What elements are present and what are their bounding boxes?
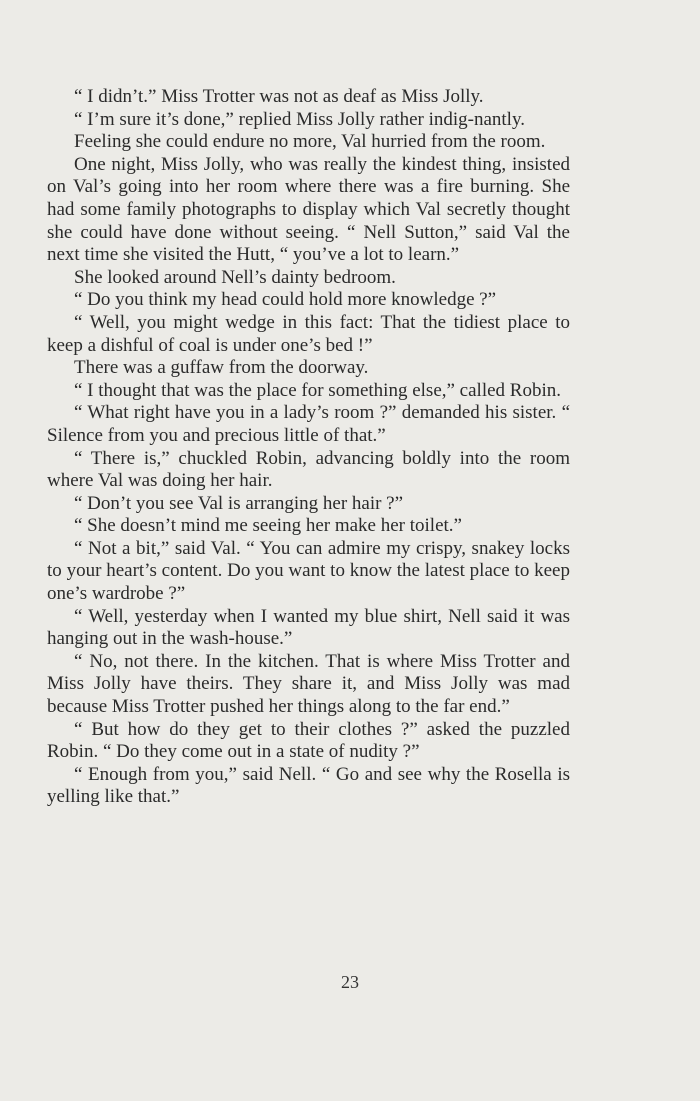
body-text xyxy=(47,86,570,809)
paragraph-6: “ Do you think my head could hold more knowledge ?” xyxy=(74,289,497,311)
paragraph-14: “ Not a bit,” said Val. “ You can admire my crispy, snakey locks to your heart’s content. Do you want to know the latest place to keep one’s wardrobe ?” xyxy=(47,537,570,605)
paragraph-13: “ She doesn’t mind me seeing her make her toilet.” xyxy=(74,515,462,537)
paragraph-7: “ Well, you might wedge in this fact: That the tidiest place to keep a dishful of coal is under one’s bed !” xyxy=(47,311,570,356)
paragraph-5: She looked around Nell’s dainty bedroom. xyxy=(74,266,396,288)
paragraph-17: “ But how do they get to their clothes ?” asked the puzzled Robin. “ Do they come out in a state of nudity ?” xyxy=(47,718,570,763)
page-number: 23 xyxy=(341,972,359,992)
paragraph-1: “ I didn’t.” Miss Trotter was not as deaf as Miss Jolly. xyxy=(74,86,484,107)
paragraph-3: Feeling she could endure no more, Val hurried from the room. xyxy=(74,131,546,153)
paragraph-12: “ Don’t you see Val is arranging her hair ?” xyxy=(74,492,404,514)
paragraph-11: “ There is,” chuckled Robin, advancing boldly into the room where Val was doing her hair. xyxy=(47,447,570,492)
paragraph-16: “ No, not there. In the kitchen. That is where Miss Trotter and Miss Jolly have theirs. They share it, and Miss Jolly was mad because Miss Trotter pushed her things along to the far end.” xyxy=(47,650,570,718)
paragraph-15: “ Well, yesterday when I wanted my blue shirt, Nell said it was hanging out in the wash-house.” xyxy=(47,605,570,650)
paragraph-9: “ I thought that was the place for something else,” called Robin. xyxy=(74,379,561,401)
paragraph-4: One night, Miss Jolly, who was really the kindest thing, insisted on Val’s going into her room where there was a fire burning. She had some family photographs to display which Val secretly thought she could have done without seeing. “ Nell Sutton,” said Val the next time she visited the Hutt, “ you’ve a lot to learn.” xyxy=(47,153,570,266)
paragraph-18: “ Enough from you,” said Nell. “ Go and see why the Rosella is yelling like that.” xyxy=(47,763,570,808)
paragraph-8: There was a guffaw from the doorway. xyxy=(74,357,369,379)
paragraph-10: “ What right have you in a lady’s room ?” demanded his sister. “ Silence from you and precious little of that.” xyxy=(47,402,570,446)
paragraph-2: “ I’m sure it’s done,” replied Miss Jolly rather indig-nantly. xyxy=(74,108,525,130)
